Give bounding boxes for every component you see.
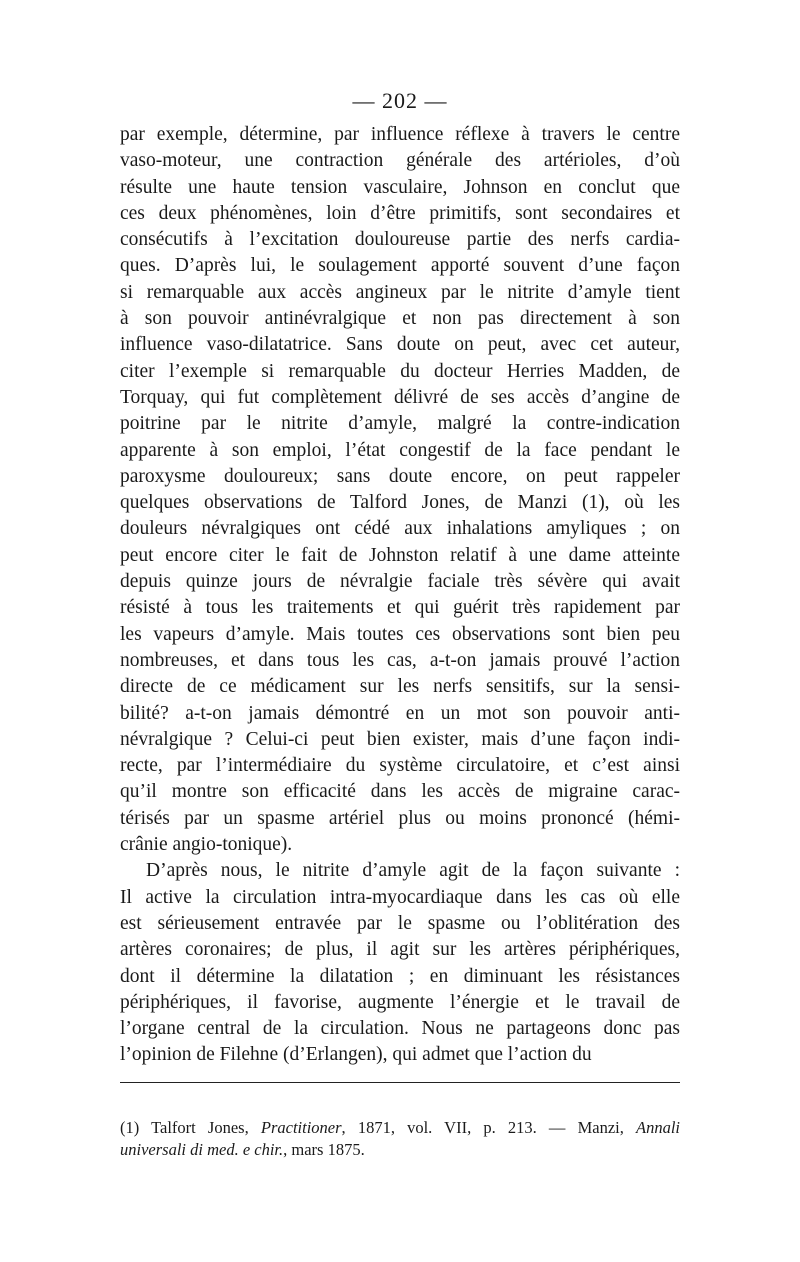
footnote-divider	[120, 1082, 680, 1083]
text-line: paroxysme douloureux; sans doute encore, on peut rappeler	[120, 465, 680, 487]
text-line: est sérieusement entravée par le spasme ou l’oblitération des	[120, 912, 680, 934]
text-line: poitrine par le nitrite d’amyle, malgré la contre-indication	[120, 413, 680, 435]
footnote-text: , 1871, vol. VII, p. 213. — Manzi,	[341, 1118, 637, 1137]
text-line: recte, par l’intermédiaire du système circulatoire, et c’est ainsi	[120, 755, 680, 777]
text-line: résulte une haute tension vasculaire, Johnson en conclut que	[120, 176, 680, 198]
text-line: par exemple, détermine, par influence réflexe à travers le centre	[120, 124, 680, 145]
page-number: — 202 —	[352, 88, 448, 113]
text-line: douleurs névralgiques ont cédé aux inhalations amyliques ; on	[120, 518, 680, 540]
text-line: si remarquable aux accès angineux par le nitrite d’amyle tient	[120, 281, 680, 303]
footnote-journal-title: universali di med. e chir.	[120, 1140, 284, 1159]
text-line: périphériques, il favorise, augmente l’énergie et le travail de	[120, 991, 680, 1013]
footnote	[120, 1117, 680, 1161]
text-line: apparente à son emploi, l’état congestif de la face pendant le	[120, 439, 680, 461]
text-line: directe de ce médicament sur les nerfs sensitifs, sur la sensi-	[120, 676, 680, 698]
text-line: quelques observations de Talford Jones, de Manzi (1), où les	[120, 492, 680, 514]
footnote-text: (1) Talfort Jones,	[120, 1118, 261, 1137]
footnote-journal-title: Annali	[636, 1118, 681, 1137]
text-line: crânie angio-tonique).	[120, 834, 293, 856]
text-line: bilité? a-t-on jamais démontré en un mot son pouvoir anti-	[120, 702, 680, 724]
text-line: l’opinion de Filehne (d’Erlangen), qui admet que l’action du	[120, 1044, 592, 1066]
footnote-line	[120, 1117, 680, 1139]
footnote-text: , mars 1875.	[283, 1140, 365, 1159]
text-line: influence vaso-dilatatrice. Sans doute on peut, avec cet auteur,	[120, 334, 680, 356]
text-line: Il active la circulation intra-myocardiaque dans les cas où elle	[120, 886, 680, 908]
text-line: dont il détermine la dilatation ; en diminuant les résistances	[120, 965, 680, 987]
body-text	[120, 122, 680, 1069]
text-line: térisés par un spasme artériel plus ou moins prononcé (hémi-	[120, 807, 680, 829]
text-line: D’après nous, le nitrite d’amyle agit de la façon suivante :	[146, 860, 680, 882]
text-line: ques. D’après lui, le soulagement apporté souvent d’une façon	[120, 255, 680, 277]
text-line: Torquay, qui fut complètement délivré de ses accès d’angine de	[120, 386, 680, 408]
text-line: l’organe central de la circulation. Nous ne partageons donc pas	[120, 1018, 680, 1040]
footnote-journal-title: Practitioner	[260, 1118, 342, 1137]
text-line: vaso-moteur, une contraction générale des artérioles, d’où	[120, 150, 680, 172]
text-line: les vapeurs d’amyle. Mais toutes ces observations sont bien peu	[120, 623, 680, 645]
text-line: ces deux phénomènes, loin d’être primitifs, sont secondaires et	[120, 202, 680, 224]
paragraph-1	[120, 122, 680, 858]
text-line: névralgique ? Celui-ci peut bien exister, mais d’une façon indi-	[120, 728, 680, 750]
text-line: qu’il montre son efficacité dans les accès de migraine carac-	[120, 781, 680, 803]
footnote-line	[120, 1139, 680, 1161]
text-line: depuis quinze jours de névralgie faciale très sévère qui avait	[120, 571, 680, 593]
text-line: artères coronaires; de plus, il agit sur les artères périphériques,	[120, 939, 680, 961]
paragraph-2	[120, 858, 680, 1068]
text-line: peut encore citer le fait de Johnston relatif à une dame atteinte	[120, 544, 680, 566]
text-line: nombreuses, et dans tous les cas, a-t-on jamais prouvé l’action	[120, 649, 680, 671]
text-line: résisté à tous les traitements et qui guérit très rapidement par	[120, 597, 680, 619]
text-line: consécutifs à l’excitation douloureuse partie des nerfs cardia-	[120, 229, 680, 251]
text-line: à son pouvoir antinévralgique et non pas directement à son	[120, 308, 680, 330]
text-line: citer l’exemple si remarquable du docteur Herries Madden, de	[120, 360, 680, 382]
